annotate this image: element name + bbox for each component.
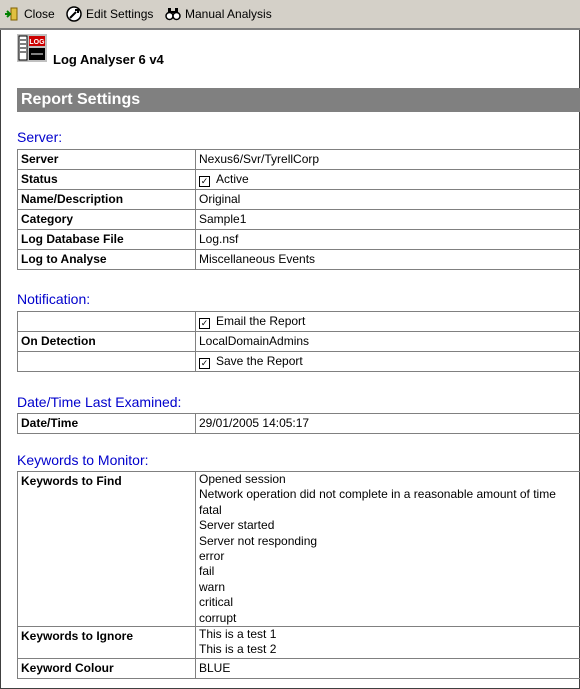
name-description-label: Name/Description (18, 190, 196, 210)
keyword-item: warn (199, 579, 226, 594)
table-row (18, 190, 580, 210)
app-title: Log Analyser 6 v4 (53, 52, 164, 67)
log-to-analyse-value: Miscellaneous Events (196, 250, 580, 270)
keyword-item: Server started (199, 518, 275, 533)
save-report-value: Save the Report (216, 354, 303, 368)
table-row (18, 250, 580, 270)
email-report-value: Email the Report (216, 314, 306, 328)
log-database-file-label: Log Database File (18, 230, 196, 250)
close-button[interactable] (4, 0, 55, 28)
table-row (18, 170, 580, 190)
save-report-label (18, 352, 196, 372)
close-door-icon (4, 6, 20, 22)
table-row (18, 312, 580, 332)
keywords-to-ignore-list (196, 627, 580, 659)
toolbar (0, 0, 580, 30)
table-row (18, 414, 580, 434)
keywords-section-heading: Keywords to Monitor: (17, 452, 149, 468)
name-description-value: Original (196, 190, 580, 210)
keywords-to-find-list (196, 472, 580, 627)
notification-table (17, 311, 580, 372)
keywords-to-find-label: Keywords to Find (18, 472, 196, 627)
email-report-checkbox[interactable]: ✓ (200, 318, 209, 328)
keyword-item: critical (199, 595, 234, 610)
manual-analysis-label: Manual Analysis (185, 7, 272, 21)
datetime-label: Date/Time (18, 414, 196, 434)
table-row (18, 472, 580, 627)
edit-settings-button[interactable] (66, 0, 153, 28)
ignore-keyword-item: This is a test 1 (199, 627, 277, 642)
logo-text: LOG (29, 39, 45, 46)
table-row (18, 627, 580, 659)
datetime-table (17, 413, 580, 434)
edit-settings-label: Edit Settings (86, 7, 154, 21)
keywords-to-ignore-label: Keywords to Ignore (18, 627, 196, 659)
keyword-item: Network operation did not complete in a reasonable amount of time (199, 487, 556, 502)
status-label: Status (18, 170, 196, 190)
keyword-item: Server not responding (199, 533, 318, 548)
wrench-icon (66, 6, 82, 22)
server-label: Server (18, 150, 196, 170)
table-row (18, 150, 580, 170)
datetime-value: 29/01/2005 14:05:17 (196, 414, 580, 434)
status-value: Active (216, 172, 249, 186)
report-settings-header: Report Settings (17, 88, 580, 112)
log-database-file-value: Log.nsf (196, 230, 580, 250)
keyword-item: fail (199, 564, 215, 579)
server-section-heading: Server: (17, 129, 63, 145)
keyword-colour-label: Keyword Colour (18, 658, 196, 678)
notification-section-heading: Notification: (17, 291, 91, 307)
keyword-item: fatal (199, 502, 222, 517)
close-label: Close (24, 7, 55, 21)
table-row (18, 658, 580, 678)
ignore-keyword-item: This is a test 2 (199, 642, 277, 657)
table-row (18, 332, 580, 352)
keyword-item: Opened session (199, 472, 286, 486)
keyword-colour-value: BLUE (196, 658, 580, 678)
table-row (18, 230, 580, 250)
save-report-checkbox[interactable]: ✓ (200, 358, 209, 368)
email-report-label (18, 312, 196, 332)
on-detection-value: LocalDomainAdmins (196, 332, 580, 352)
keywords-table (17, 471, 580, 679)
table-row (18, 352, 580, 372)
category-label: Category (18, 210, 196, 230)
manual-analysis-button[interactable] (165, 0, 272, 28)
status-checkbox[interactable]: ✓ (200, 176, 209, 186)
table-row (18, 210, 580, 230)
on-detection-label: On Detection (18, 332, 196, 352)
server-value: Nexus6/Svr/TyrellCorp (196, 150, 580, 170)
keyword-item: error (199, 549, 225, 564)
log-analyser-logo-icon (17, 34, 47, 62)
category-value: Sample1 (196, 210, 580, 230)
binoculars-icon (165, 6, 181, 22)
server-table (17, 149, 580, 270)
datetime-section-heading: Date/Time Last Examined: (17, 394, 182, 410)
log-to-analyse-label: Log to Analyse (18, 250, 196, 270)
keyword-item: corrupt (199, 610, 237, 625)
